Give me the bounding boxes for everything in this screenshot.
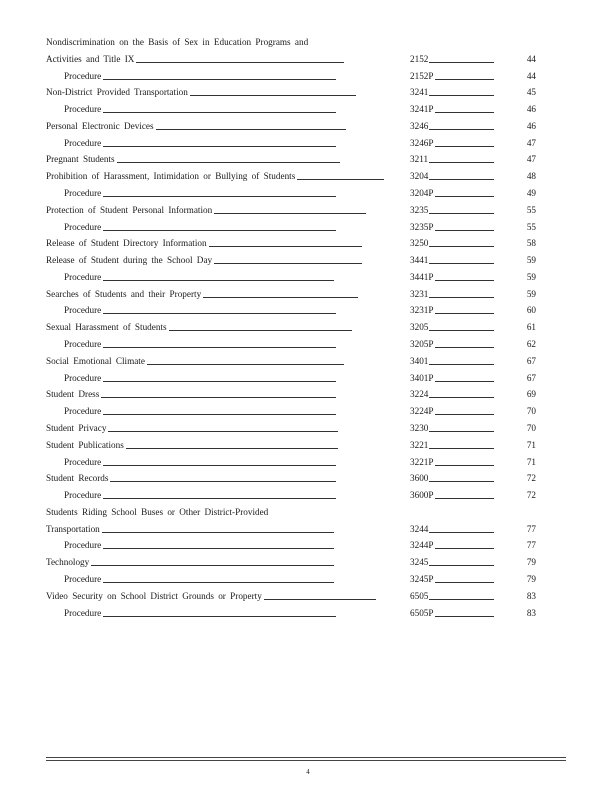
toc-entry xyxy=(46,202,536,218)
footer-rule-bottom xyxy=(46,760,566,761)
toc-entry xyxy=(46,571,536,587)
toc-code-leader-line xyxy=(429,431,494,432)
toc-entry-code: 3245 xyxy=(410,557,429,568)
toc-entry-title: Technology xyxy=(46,557,90,568)
toc-code-leader-line xyxy=(429,129,494,130)
toc-entry-title: Procedure xyxy=(64,137,102,148)
toc-code-leader-line xyxy=(429,448,494,449)
toc-entry-title: Procedure xyxy=(64,104,102,115)
toc-code-leader-line xyxy=(429,532,494,533)
toc-entry-code: 3245P xyxy=(410,573,434,584)
toc-entry-title: Video Security on School District Grounds or Property xyxy=(46,590,262,601)
toc-entry xyxy=(46,84,536,100)
toc-code-leader-line xyxy=(435,347,494,348)
toc-entry xyxy=(46,537,536,553)
toc-entry-code: 3205P xyxy=(410,339,434,350)
toc-code-leader-line xyxy=(435,230,494,231)
toc-entry xyxy=(46,504,536,520)
toc-entry-page: 47 xyxy=(526,137,536,148)
toc-entry xyxy=(46,151,536,167)
toc-leader-line xyxy=(103,548,334,549)
toc-entry-page: 72 xyxy=(526,473,536,484)
toc-entry xyxy=(46,370,536,386)
toc-entry-title: Nondiscrimination on the Basis of Sex in Education Programs and xyxy=(46,37,309,47)
toc-entry-page: 45 xyxy=(526,87,536,98)
toc-entry-code: 3235P xyxy=(410,221,434,232)
toc-leader-line xyxy=(209,246,362,247)
toc-leader-line xyxy=(108,431,338,432)
toc-leader-line xyxy=(117,162,340,163)
toc-entry-title: Student Records xyxy=(46,473,109,484)
toc-entry-title: Procedure xyxy=(64,607,102,618)
toc-entry xyxy=(46,386,536,402)
toc-entry-title: Procedure xyxy=(64,490,102,501)
toc-entry-code: 3401P xyxy=(410,372,434,383)
toc-entry xyxy=(46,470,536,486)
toc-entry-page: 79 xyxy=(526,573,536,584)
toc-entry-title: Procedure xyxy=(64,271,102,282)
toc-entry-code: 3600P xyxy=(410,490,434,501)
toc-entry-code: 3211 xyxy=(410,154,429,165)
footer-rule-top xyxy=(46,757,566,758)
toc-entry-title: Transportation xyxy=(46,523,100,534)
toc-entry-code: 3441 xyxy=(410,255,429,266)
toc-code-leader-line xyxy=(435,548,494,549)
toc-entry-page: 55 xyxy=(526,221,536,232)
toc-leader-line xyxy=(103,498,336,499)
toc-entry-title: Social Emotional Climate xyxy=(46,355,145,366)
toc-code-leader-line xyxy=(429,95,494,96)
toc-entry-page: 59 xyxy=(526,288,536,299)
toc-entry-page: 48 xyxy=(526,171,536,182)
toc-code-leader-line xyxy=(435,280,494,281)
toc-entry-title: Personal Electronic Devices xyxy=(46,120,154,131)
toc-entry xyxy=(46,302,536,318)
toc-entry-code: 3250 xyxy=(410,238,429,249)
toc-entry-page: 58 xyxy=(526,238,536,249)
toc-entry-code: 3244P xyxy=(410,540,434,551)
toc-entry-title: Activities and Title IX xyxy=(46,53,135,64)
toc-entry-code: 3205 xyxy=(410,322,429,333)
toc-entry-title: Protection of Student Personal Information xyxy=(46,204,213,215)
toc-entry-page: 67 xyxy=(526,372,536,383)
toc-entry xyxy=(46,34,536,50)
footer-page-number: 4 xyxy=(306,768,310,776)
toc-entry-page: 83 xyxy=(526,607,536,618)
toc-entry-page: 46 xyxy=(526,120,536,131)
toc-entry xyxy=(46,420,536,436)
toc-code-leader-line xyxy=(435,79,494,80)
toc-entry-code: 3246 xyxy=(410,120,429,131)
toc-entry-page: 46 xyxy=(526,104,536,115)
toc-entry xyxy=(46,68,536,84)
toc-leader-line xyxy=(156,129,346,130)
toc-entry-code: 3600 xyxy=(410,473,429,484)
toc-leader-line xyxy=(102,532,334,533)
toc-entry-title: Procedure xyxy=(64,406,102,417)
toc-entry-title: Pregnant Students xyxy=(46,154,115,165)
toc-code-leader-line xyxy=(435,381,494,382)
toc-entry xyxy=(46,437,536,453)
toc-entry xyxy=(46,219,536,235)
toc-entry-title: Student Publications xyxy=(46,439,124,450)
toc-entry-page: 70 xyxy=(526,406,536,417)
toc-entry-code: 3241P xyxy=(410,104,434,115)
toc-code-leader-line xyxy=(429,364,494,365)
toc-code-leader-line xyxy=(435,146,494,147)
toc-code-leader-line xyxy=(435,465,494,466)
toc-entry-page: 47 xyxy=(526,154,536,165)
toc-entry-code: 6505P xyxy=(410,607,434,618)
toc-entry-page: 59 xyxy=(526,255,536,266)
toc-entry-page: 44 xyxy=(526,70,536,81)
toc-entry-code: 3204P xyxy=(410,188,434,199)
toc-entry-page: 71 xyxy=(526,456,536,467)
toc-entry-code: 3241 xyxy=(410,87,429,98)
toc-leader-line xyxy=(297,179,384,180)
toc-entry-title: Prohibition of Harassment, Intimidation or Bullying of Students xyxy=(46,171,296,182)
toc-entry-title: Sexual Harassment of Students xyxy=(46,322,167,333)
toc-code-leader-line xyxy=(429,599,494,600)
toc-leader-line xyxy=(103,465,336,466)
toc-entry-title: Procedure xyxy=(64,305,102,316)
toc-entry xyxy=(46,101,536,117)
toc-leader-line xyxy=(103,146,336,147)
toc-leader-line xyxy=(103,582,334,583)
toc-entry-page: 79 xyxy=(526,557,536,568)
toc-entry xyxy=(46,353,536,369)
toc-entry-code: 3230 xyxy=(410,422,429,433)
toc-code-leader-line xyxy=(429,565,494,566)
toc-entry-page: 77 xyxy=(526,523,536,534)
toc-leader-line xyxy=(147,364,344,365)
toc-entry-code: 3244 xyxy=(410,523,429,534)
toc-code-leader-line xyxy=(429,397,494,398)
toc-leader-line xyxy=(101,397,336,398)
toc-entry-code: 3231 xyxy=(410,288,429,299)
toc-entry-code: 3204 xyxy=(410,171,429,182)
toc-entry-title: Procedure xyxy=(64,70,102,81)
toc-code-leader-line xyxy=(435,313,494,314)
toc-entry-page: 59 xyxy=(526,271,536,282)
toc-entry-code: 3224P xyxy=(410,406,434,417)
toc-entry xyxy=(46,286,536,302)
toc-entry-code: 3246P xyxy=(410,137,434,148)
toc-leader-line xyxy=(103,79,336,80)
toc-leader-line xyxy=(214,263,362,264)
toc-entry-title: Procedure xyxy=(64,372,102,383)
toc-leader-line xyxy=(126,448,338,449)
toc-leader-line xyxy=(103,230,336,231)
toc-entry-title: Procedure xyxy=(64,456,102,467)
toc-code-leader-line xyxy=(429,162,494,163)
toc-entry-page: 44 xyxy=(526,53,536,64)
toc-entry xyxy=(46,118,536,134)
toc-entry-page: 83 xyxy=(526,590,536,601)
toc-leader-line xyxy=(103,313,336,314)
toc-entry xyxy=(46,605,536,621)
toc-entry xyxy=(46,554,536,570)
toc-entry-title: Student Privacy xyxy=(46,422,107,433)
toc-entry xyxy=(46,135,536,151)
toc-entry-code: 6505 xyxy=(410,590,429,601)
toc-leader-line xyxy=(103,196,336,197)
toc-entry xyxy=(46,319,536,335)
toc-code-leader-line xyxy=(429,246,494,247)
toc-entry-page: 62 xyxy=(526,339,536,350)
toc-leader-line xyxy=(169,330,352,331)
toc-entry xyxy=(46,185,536,201)
toc-entry-page: 55 xyxy=(526,204,536,215)
toc-leader-line xyxy=(91,565,334,566)
toc-entry xyxy=(46,521,536,537)
toc-entry-code: 3235 xyxy=(410,204,429,215)
toc-leader-line xyxy=(214,213,366,214)
toc-code-leader-line xyxy=(435,196,494,197)
toc-code-leader-line xyxy=(429,213,494,214)
toc-entry xyxy=(46,168,536,184)
toc-entry xyxy=(46,487,536,503)
toc-code-leader-line xyxy=(429,62,494,63)
toc-entry xyxy=(46,454,536,470)
toc-entry-title: Procedure xyxy=(64,573,102,584)
toc-entry-page: 60 xyxy=(526,305,536,316)
toc-leader-line xyxy=(110,481,336,482)
toc-entry xyxy=(46,336,536,352)
toc-entry-title: Procedure xyxy=(64,339,102,350)
toc-leader-line xyxy=(103,347,336,348)
toc-leader-line xyxy=(264,599,376,600)
toc-entry-title: Searches of Students and their Property xyxy=(46,288,202,299)
toc-leader-line xyxy=(103,414,336,415)
toc-code-leader-line xyxy=(429,263,494,264)
toc-entry-code: 2152P xyxy=(410,70,434,81)
toc-code-leader-line xyxy=(429,297,494,298)
toc-code-leader-line xyxy=(435,112,494,113)
toc-leader-line xyxy=(136,62,344,63)
toc-entry-code: 3231P xyxy=(410,305,434,316)
toc-leader-line xyxy=(103,616,336,617)
toc-entry-title: Release of Student during the School Day xyxy=(46,255,213,266)
toc-leader-line xyxy=(190,95,356,96)
toc-code-leader-line xyxy=(429,330,494,331)
toc-entry xyxy=(46,588,536,604)
toc-entry-title: Procedure xyxy=(64,221,102,232)
toc-entry-code: 3401 xyxy=(410,355,429,366)
toc-entry-title: Procedure xyxy=(64,540,102,551)
toc-entry-code: 3221 xyxy=(410,439,429,450)
toc-leader-line xyxy=(103,381,336,382)
toc-leader-line xyxy=(203,297,358,298)
toc-entry-page: 70 xyxy=(526,422,536,433)
toc-code-leader-line xyxy=(435,582,494,583)
toc-entry xyxy=(46,269,536,285)
toc-leader-line xyxy=(103,280,334,281)
toc-leader-line xyxy=(103,112,336,113)
toc-code-leader-line xyxy=(435,414,494,415)
toc-code-leader-line xyxy=(435,498,494,499)
toc-entry-title: Non-District Provided Transportation xyxy=(46,87,188,98)
toc-entry-page: 69 xyxy=(526,389,536,400)
toc-entry-title: Procedure xyxy=(64,188,102,199)
toc-code-leader-line xyxy=(429,179,494,180)
toc-entry-title: Student Dress xyxy=(46,389,100,400)
toc-entry-title: Students Riding School Buses or Other District-Provided xyxy=(46,506,269,517)
toc-entry-title: Release of Student Directory Information xyxy=(46,238,207,249)
toc-entry-page: 49 xyxy=(526,188,536,199)
toc-entry-page: 77 xyxy=(526,540,536,551)
toc-entry xyxy=(46,252,536,268)
toc-entry-code: 3221P xyxy=(410,456,434,467)
toc-entry-page: 71 xyxy=(526,439,536,450)
toc-entry-code: 2152 xyxy=(410,53,429,64)
toc-entry-page: 67 xyxy=(526,355,536,366)
toc-entry-page: 61 xyxy=(526,322,536,333)
toc-entry-page: 72 xyxy=(526,490,536,501)
toc-entry xyxy=(46,51,536,67)
toc-entry xyxy=(46,403,536,419)
toc-entry-code: 3441P xyxy=(410,271,434,282)
toc-entry-code: 3224 xyxy=(410,389,429,400)
toc-entry xyxy=(46,235,536,251)
toc-code-leader-line xyxy=(429,481,494,482)
toc-code-leader-line xyxy=(435,616,494,617)
